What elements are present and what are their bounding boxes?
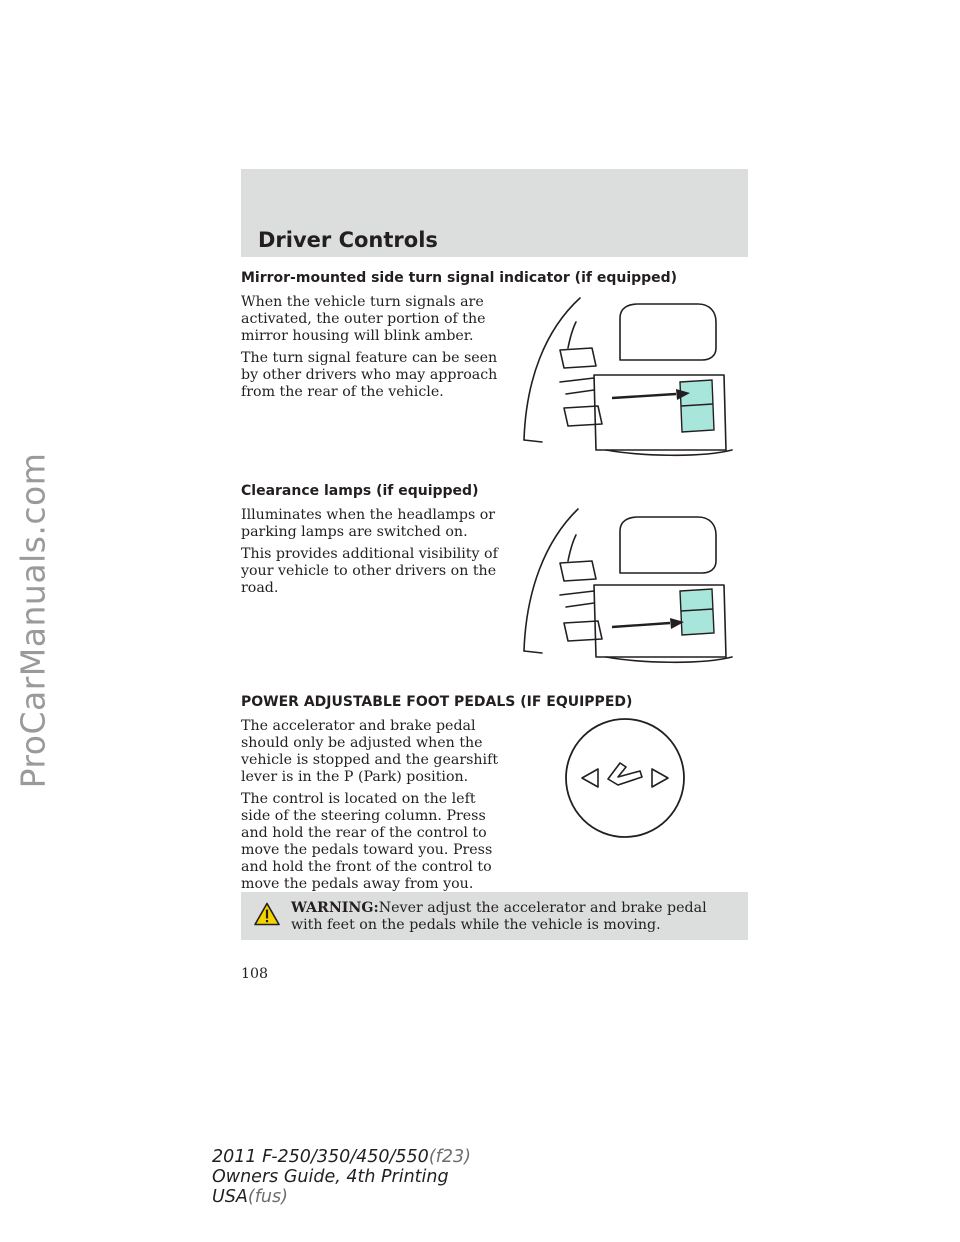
footer-model: 2011 F-250/350/450/550 <box>212 1147 429 1167</box>
warning-label: WARNING: <box>291 900 379 916</box>
warning-triangle-icon <box>254 902 280 926</box>
pedals-paragraph-2: The control is located on the left side of the steering column. Press and hold the rear of the control to move the pedals toward you. Press and hold the front of the control to move the pedals away from you. <box>241 791 493 892</box>
watermark-text: ProCarManuals.com <box>13 452 53 788</box>
turn-signal-paragraph-2: The turn signal feature can be seen by other drivers who may approach from the rear of the vehicle. <box>241 350 498 400</box>
header-bar <box>241 169 748 257</box>
pedal-control-switch-illustration <box>560 713 690 843</box>
watermark <box>10 150 56 1090</box>
turn-signal-heading: Mirror-mounted side turn signal indicator (if equipped) <box>241 270 678 286</box>
footer-line-3 <box>212 1187 471 1207</box>
clearance-paragraph-1: Illuminates when the headlamps or parking lamps are switched on. <box>241 507 496 540</box>
page-title: Driver Controls <box>258 228 438 252</box>
turn-signal-paragraph-1: When the vehicle turn signals are activated, the outer portion of the mirror housing will blink amber. <box>241 294 486 344</box>
footer-line-1 <box>212 1147 471 1167</box>
page-number: 108 <box>241 966 269 982</box>
warning-text <box>291 900 736 934</box>
footer-model-code: (f23) <box>428 1147 471 1167</box>
clearance-paragraph-2: This provides additional visibility of your vehicle to other drivers on the road. <box>241 546 498 596</box>
warning-body: Never adjust the accelerator and brake pedal with feet on the pedals while the vehicle is moving. <box>291 900 707 933</box>
footer-line-2: Owners Guide, 4th Printing <box>212 1167 449 1187</box>
warning-box <box>241 892 748 940</box>
footer <box>212 1147 471 1207</box>
pedals-paragraph-1: The accelerator and brake pedal should only be adjusted when the vehicle is stopped and the gearshift lever is in the P (Park) position. <box>241 718 499 785</box>
footer-region-code: (fus) <box>247 1187 288 1207</box>
footer-region: USA <box>212 1187 248 1207</box>
clearance-heading: Clearance lamps (if equipped) <box>241 483 479 499</box>
mirror-turn-signal-illustration <box>520 290 740 460</box>
pedals-heading: POWER ADJUSTABLE FOOT PEDALS (IF EQUIPPED) <box>241 694 633 710</box>
mirror-clearance-lamp-illustration <box>520 505 740 670</box>
